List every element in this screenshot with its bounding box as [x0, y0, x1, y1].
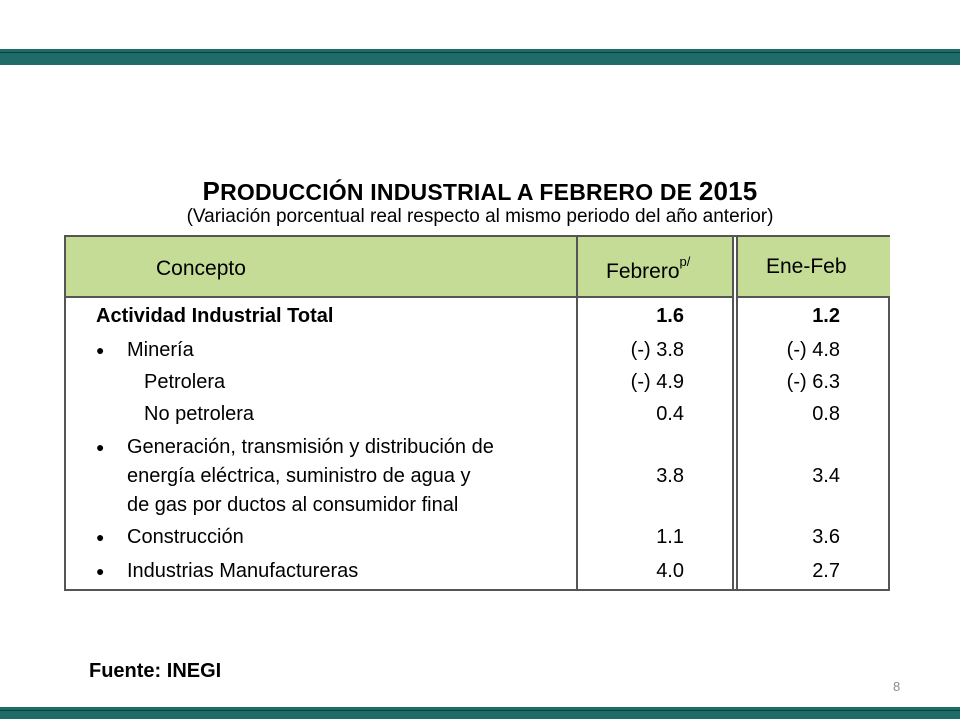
row-label: No petrolera [144, 403, 255, 425]
production-table [64, 235, 890, 591]
row-label: Actividad Industrial Total [96, 305, 334, 327]
slide-subtitle: (Variación porcentual real respecto al mismo periodo del año anterior) [186, 206, 774, 227]
source-note: Fuente: INEGI [89, 660, 222, 682]
cell-febrero: 1.1 [656, 526, 684, 548]
row-label: Industrias Manufactureras [127, 560, 359, 582]
bullet-icon: ● [96, 439, 105, 455]
cell-ene-feb: 2.7 [812, 560, 840, 582]
row-label: Construcción [127, 526, 244, 548]
row-label-line: Generación, transmisión y distribución de [127, 436, 494, 458]
table-row [66, 557, 888, 586]
cell-febrero: (-) 4.9 [630, 371, 684, 393]
slide-title: PRODUCCIÓN INDUSTRIAL A FEBRERO DE 2015 [202, 176, 758, 206]
bullet-icon: ● [96, 529, 105, 545]
cell-ene-feb: (-) 6.3 [786, 371, 840, 393]
table-row [66, 336, 888, 365]
row-label: Petrolera [144, 371, 226, 393]
cell-febrero: (-) 3.8 [630, 339, 684, 361]
top-accent-bar [0, 49, 960, 65]
bullet-icon: ● [96, 342, 105, 358]
cell-febrero: 1.6 [656, 305, 684, 327]
header-ene-feb: Ene-Feb [766, 255, 847, 278]
header-febrero: Febrero$^{p/}$ [606, 254, 691, 283]
row-label-line: de gas por ductos al consumidor final [127, 494, 459, 516]
table-row [66, 523, 888, 552]
cell-ene-feb: 3.6 [812, 526, 840, 548]
cell-febrero: 0.4 [656, 403, 684, 425]
row-label: Minería [127, 339, 194, 361]
cell-febrero: 4.0 [656, 560, 684, 582]
table-row [66, 302, 888, 331]
cell-ene-feb: 3.4 [812, 465, 840, 487]
header-cell-concepto [66, 237, 576, 298]
table-row [66, 368, 888, 397]
row-label-line: energía eléctrica, suministro de agua y [127, 465, 471, 487]
header-concepto: Concepto [156, 257, 246, 280]
cell-febrero: 3.8 [656, 465, 684, 487]
cell-ene-feb: 1.2 [812, 305, 840, 327]
preliminary-superscript: p/ [679, 254, 691, 269]
bottom-accent-bar [0, 707, 960, 719]
table-row [66, 433, 888, 520]
table-row [66, 400, 888, 429]
bullet-icon: ● [96, 563, 105, 579]
cell-ene-feb: 0.8 [812, 403, 840, 425]
cell-ene-feb: (-) 4.8 [786, 339, 840, 361]
slide-number: 8 [893, 679, 901, 694]
